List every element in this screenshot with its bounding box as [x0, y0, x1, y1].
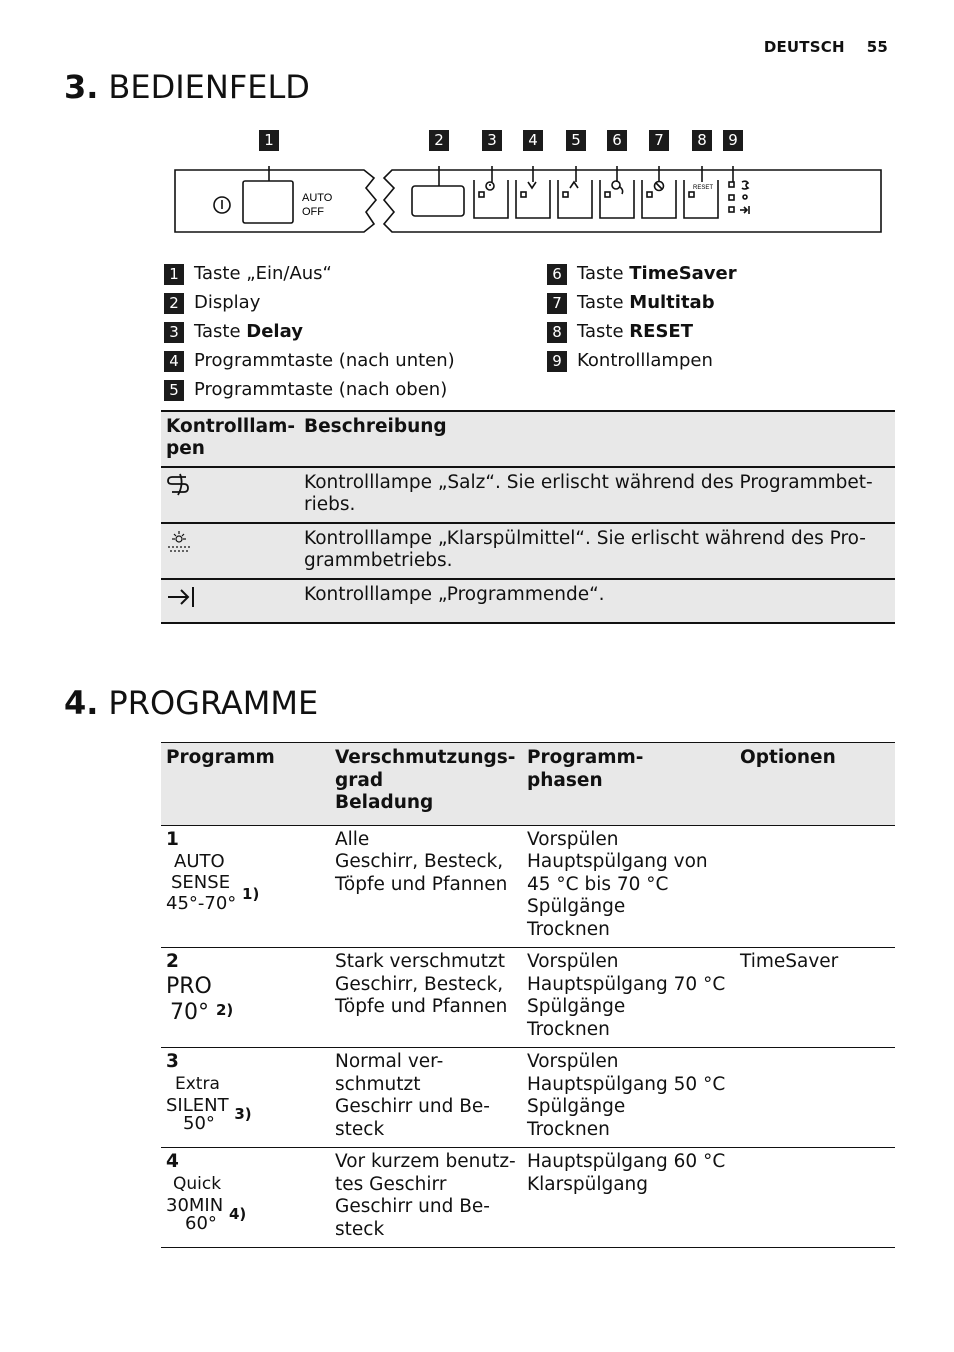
program-end-icon	[161, 579, 299, 623]
reset-button-label: RESET	[693, 185, 714, 191]
legend-text: Taste	[577, 321, 630, 342]
legend-number: 3	[164, 322, 184, 343]
program-temp: 45°-70°	[166, 893, 237, 914]
control-panel-diagram	[174, 166, 882, 236]
auto-off-label-line1: AUTO	[302, 192, 333, 204]
section-3-title: BEDIENFELD	[108, 68, 310, 106]
table-header-row	[161, 411, 895, 467]
lamp-description: Kontrolllampe „Salz“. Sie erlischt während des Programmbet- riebs.	[299, 467, 895, 523]
legend-text-bold: RESET	[629, 321, 693, 342]
program-logo-line: SENSE	[171, 872, 231, 893]
indicator-lamps-table	[161, 410, 895, 624]
options-cell: TimeSaver	[740, 951, 839, 972]
legend-text: Kontrolllampen	[577, 350, 713, 371]
table-row	[161, 467, 895, 523]
phases-cell: Vorspülen Hauptspülgang von 45 °C bis 70 °C Spülgänge Trocknen	[527, 828, 708, 940]
lamp-description: Kontrolllampe „Programmende“.	[299, 579, 895, 623]
program-cell	[161, 825, 330, 948]
program-logo-line: PRO	[166, 973, 212, 999]
table-row	[161, 948, 895, 1048]
legend-number: 8	[547, 322, 567, 343]
salt-icon	[161, 467, 299, 523]
legend-text-bold: Multitab	[629, 292, 715, 313]
program-number: 1	[166, 828, 179, 850]
legend-item	[547, 291, 715, 315]
program-temp: 70°	[170, 999, 209, 1025]
legend-number: 9	[547, 351, 567, 372]
legend-item	[547, 320, 693, 344]
legend-number: 7	[547, 293, 567, 314]
options-cell	[735, 1148, 895, 1248]
legend-item	[164, 349, 455, 373]
table-row	[161, 825, 895, 948]
callout-7: 7	[649, 130, 669, 151]
program-logo-line: 60°	[185, 1212, 217, 1234]
legend-item	[547, 349, 713, 373]
program-number: 3	[166, 1051, 179, 1072]
table-row	[161, 523, 895, 579]
legend-number: 1	[164, 264, 184, 285]
soil-cell: Alle Geschirr, Besteck, Töpfe und Pfannen	[335, 828, 508, 895]
callout-9: 9	[723, 130, 743, 151]
legend-text: Programmtaste (nach oben)	[194, 379, 448, 400]
soil-cell: Stark verschmutzt Geschirr, Besteck, Töpfe und Pfannen	[335, 951, 508, 1017]
legend-number: 5	[164, 380, 184, 401]
legend-item	[164, 291, 260, 315]
program-logo-line	[166, 885, 326, 915]
program-logo-line: 50°	[183, 1112, 215, 1134]
callout-5: 5	[566, 130, 586, 151]
column-header: Programm- phasen	[522, 743, 735, 826]
column-header: Verschmutzungs- grad Beladung	[330, 743, 522, 826]
footnote-ref: 1)	[242, 885, 260, 903]
legend-text: Taste „Ein/Aus“	[194, 263, 332, 284]
program-cell	[161, 1148, 330, 1248]
phases-cell: Vorspülen Hauptspülgang 70 °C Spülgänge Trocknen	[527, 951, 726, 1040]
callout-4: 4	[523, 130, 543, 151]
legend-item	[547, 262, 737, 286]
section-4-number: 4.	[64, 684, 99, 722]
callout-8: 8	[692, 130, 712, 151]
legend-number: 6	[547, 264, 567, 285]
section-3-heading	[64, 68, 310, 106]
legend-item	[164, 262, 332, 286]
legend-text-bold: TimeSaver	[629, 263, 737, 284]
column-header: Beschreibung	[299, 411, 895, 467]
language-label: DEUTSCH	[763, 38, 845, 56]
phases-cell: Vorspülen Hauptspülgang 50 °C Spülgänge Trocknen	[527, 1051, 726, 1140]
legend-text: Taste	[194, 321, 247, 342]
column-header: Optionen	[735, 743, 895, 826]
rinse-aid-icon	[161, 523, 299, 579]
programs-table	[161, 742, 895, 1248]
legend-number: 4	[164, 351, 184, 372]
program-logo-line	[166, 1000, 326, 1027]
footnote-ref: 4)	[228, 1204, 247, 1223]
program-logo-line: AUTO	[174, 851, 225, 872]
program-logo-text: SILENT	[166, 1094, 229, 1116]
legend-text-bold: Delay	[246, 321, 303, 342]
legend-item	[164, 378, 447, 402]
auto-off-label-line2: OFF	[302, 206, 324, 218]
legend-number: 2	[164, 293, 184, 314]
lamp-description: Kontrolllampe „Klarspülmittel“. Sie erlischt während des Pro- grammbetriebs.	[299, 523, 895, 579]
program-logo-line: Quick	[173, 1173, 222, 1194]
column-header: Kontrolllam- pen	[161, 411, 299, 467]
options-cell	[735, 825, 895, 948]
callout-6: 6	[607, 130, 627, 151]
table-row	[161, 579, 895, 623]
soil-cell: Vor kurzem benutz- tes Geschirr Geschirr und Be- steck	[335, 1151, 516, 1240]
program-logo-line: Extra	[175, 1073, 220, 1094]
legend-text: Display	[194, 292, 261, 313]
column-header: Programm	[161, 743, 330, 826]
legend-text: Taste	[577, 292, 630, 313]
legend-item	[164, 320, 303, 344]
program-cell	[161, 1048, 330, 1148]
legend-text: Programmtaste (nach unten)	[194, 350, 455, 371]
table-row	[161, 1148, 895, 1248]
legend-text: Taste	[577, 263, 630, 284]
program-logo-text: 30MIN	[166, 1194, 224, 1216]
table-row	[161, 1048, 895, 1148]
callout-2: 2	[429, 130, 449, 151]
program-number: 2	[166, 951, 179, 972]
phases-cell: Hauptspülgang 60 °C Klarspülgang	[527, 1151, 726, 1195]
program-number: 4	[166, 1151, 179, 1172]
options-cell	[735, 1048, 895, 1148]
section-3-number: 3.	[64, 68, 99, 106]
page-number: 55	[866, 38, 888, 56]
program-cell	[161, 948, 330, 1048]
section-4-heading	[64, 684, 318, 722]
table-header-row	[161, 743, 895, 826]
callout-3: 3	[482, 130, 502, 151]
footnote-ref: 3)	[234, 1104, 252, 1123]
footnote-ref: 2)	[216, 1000, 234, 1019]
callout-1: 1	[259, 130, 279, 151]
section-4-title: PROGRAMME	[108, 684, 319, 722]
soil-cell: Normal ver- schmutzt Geschirr und Be- steck	[335, 1051, 490, 1140]
page-header	[764, 38, 888, 56]
